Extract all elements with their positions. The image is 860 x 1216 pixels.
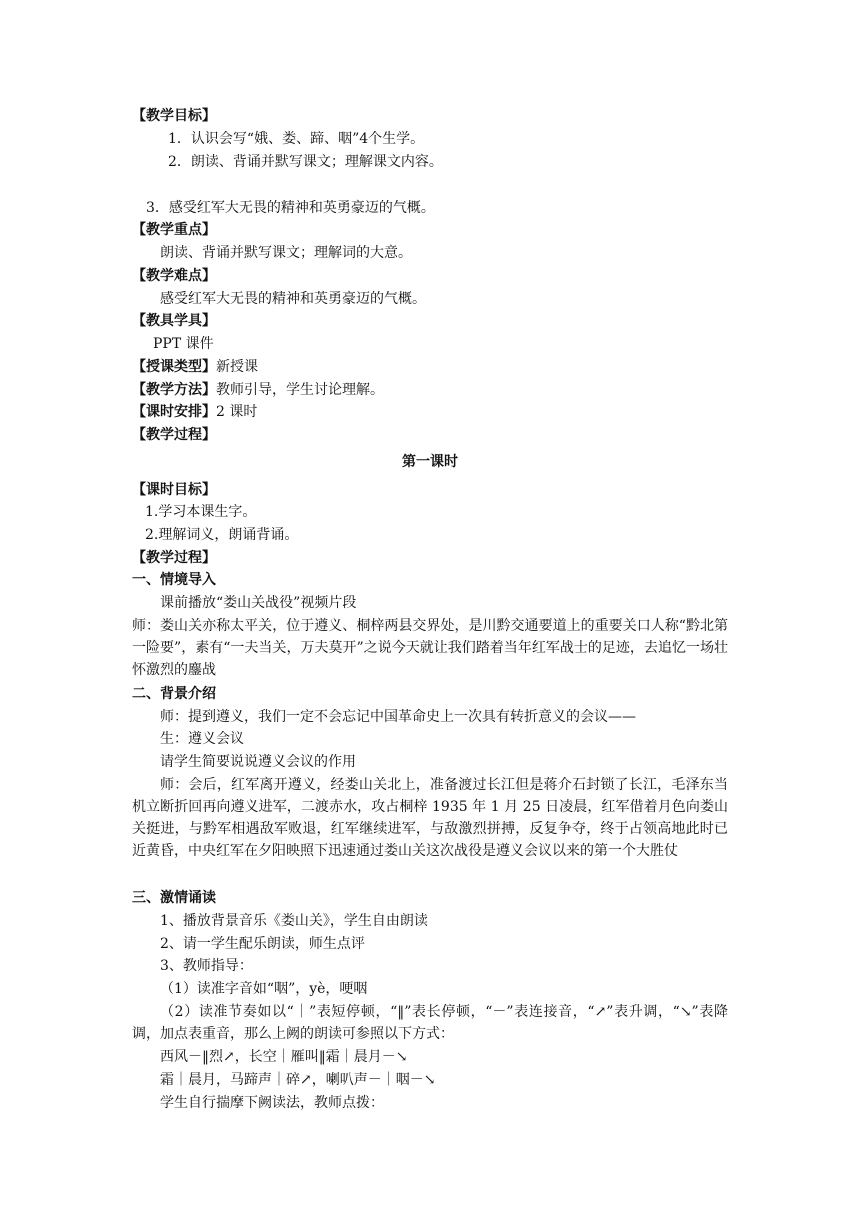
section-heading: 一、情境导入 (132, 572, 216, 588)
paragraph: 生：遵义会议 (160, 731, 244, 747)
schedule-line (132, 401, 257, 423)
process-heading: 【教学过程】 (132, 427, 216, 443)
paragraph: 2、请一学生配乐朗读，师生点评 (160, 936, 365, 952)
tools-heading: 【教具学具】 (132, 313, 216, 329)
schedule-value: 2 课时 (216, 404, 258, 420)
section-heading: 三、激情诵读 (132, 890, 216, 906)
objective-item: 3．感受红军大无畏的精神和英勇豪迈的气概。 (146, 200, 435, 216)
first-lesson-title: 第一课时 (402, 454, 458, 470)
lesson-type-heading: 【授课类型】 (132, 359, 216, 375)
lesson-type-line (132, 356, 258, 378)
paragraph: （1）读准字音如“咽”，yè，哽咽 (160, 981, 368, 997)
difficulties-heading: 【教学难点】 (132, 268, 216, 284)
reading-pattern-line: 西风－‖烈↗，长空｜雁叫‖霜｜晨月－↘ (160, 1049, 408, 1065)
lesson-goal-item: 2.理解词义，朗诵背诵。 (145, 527, 299, 543)
key-points-text: 朗读、背诵并默写课文；理解词的大意。 (160, 245, 412, 261)
method-heading: 【教学方法】 (132, 382, 216, 398)
schedule-heading: 【课时安排】 (132, 404, 216, 420)
paragraph: 学生自行揣摩下阙读法，教师点拨： (160, 1095, 384, 1111)
paragraph: 师：提到遵义，我们一定不会忘记中国革命史上一次具有转折意义的会议—— (160, 709, 636, 725)
objectives-heading: 【教学目标】 (132, 108, 216, 124)
objective-item: 2．朗读、背诵并默写课文；理解课文内容。 (168, 154, 443, 170)
paragraph: 1、播放背景音乐《娄山关》，学生自由朗读 (160, 913, 428, 929)
reading-pattern-line: 霜｜晨月，马蹄声｜碎↗，喇叭声－｜咽－↘ (160, 1072, 436, 1088)
lesson-goal-item: 1.学习本课生字。 (145, 504, 257, 520)
method-value: 教师引导，学生讨论理解。 (216, 382, 384, 398)
key-points-heading: 【教学重点】 (132, 222, 216, 238)
lesson-type-value: 新授课 (216, 359, 258, 375)
paragraph: 请学生简要说说遵义会议的作用 (160, 754, 356, 770)
paragraph: 3、教师指导： (160, 958, 253, 974)
section-heading: 二、背景介绍 (132, 686, 216, 702)
paragraph: （2）读准节奏如以“｜”表短停顿，“‖”表长停顿，“－”表连接音，“↗”表升调，“↘”表降调，加点表重音，那么上阙的朗读可参照以下方式： (132, 1004, 728, 1042)
difficulties-text: 感受红军大无畏的精神和英勇豪迈的气概。 (160, 291, 426, 307)
paragraph: 师：会后，红军离开遵义，经娄山关北上，准备渡过长江但是蒋介石封锁了长江，毛泽东当机立断折回再向遵义进军，二渡赤水，攻占桐梓 1935 年 1 月 25 日凌晨，红军借着月色向娄山关挺进，与黔军相遇敌军败退，红军继续进军，与敌激烈拼搏，反复争夺，终于占领高地此时已近黄昏，中央红军在夕阳映照下迅速通过娄山关这次战役是遵义会议以来的第一个大胜仗 (132, 777, 728, 859)
paragraph: 师：娄山关亦称太平关，位于遵义、桐梓两县交界处，是川黔交通要道上的重要关口人称“黔北第一险要”，素有“一夫当关，万夫莫开”之说今天就让我们踏着当年红军战士的足迹，去追忆一场壮怀激烈的鏖战 (132, 618, 728, 678)
paragraph: 课前播放“娄山关战役”视频片段 (160, 595, 357, 611)
method-line (132, 379, 384, 401)
objective-item: 1．认识会写“娥、娄、蹄、咽”4个生学。 (168, 131, 425, 147)
lesson-process-heading: 【教学过程】 (132, 550, 216, 566)
lesson-goals-heading: 【课时目标】 (132, 482, 216, 498)
tools-text: PPT 课件 (153, 336, 214, 352)
